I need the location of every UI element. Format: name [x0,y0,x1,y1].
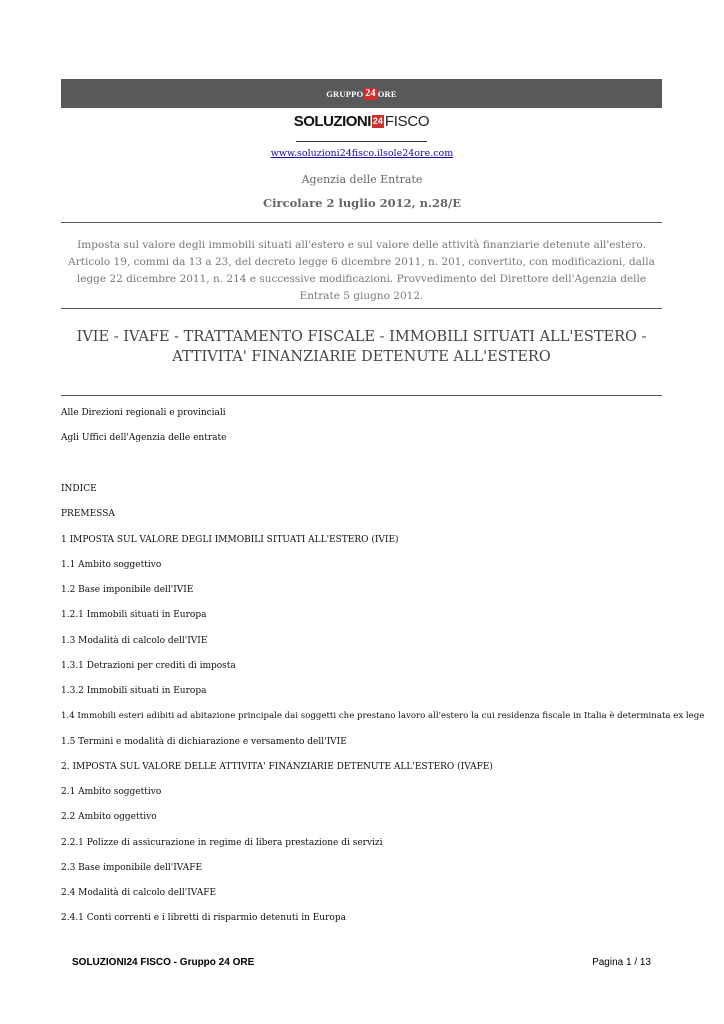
index-item: 1.3.2 Immobili situati in Europa [61,686,207,696]
index-item: 1.3 Modalità di calcolo dell'IVIE [61,636,208,646]
index-item: 1.5 Termini e modalità di dichiarazione e versamento dell'IVIE [61,737,347,747]
index-item: 1.2 Base imponibile dell'IVIE [61,585,194,595]
logo-divider [296,141,427,142]
soluzioni24fisco-logo: SOLUZIONI 24 FISCO [293,112,430,130]
divider [61,222,662,223]
index-item: 2.3 Base imponibile dell'IVAFE [61,863,203,873]
gruppo24ore-logo: GRUPPO 24 ORE [326,87,397,99]
index-item: 2.4 Modalità di calcolo dell'IVAFE [61,888,217,898]
index-item: 1.3.1 Detrazioni per crediti di imposta [61,661,236,671]
circular-reference: Circolare 2 luglio 2012, n.28/E [263,196,461,210]
footer-publisher: SOLUZIONI24 FISCO - Gruppo 24 ORE [72,957,255,968]
index-item: 1 IMPOSTA SUL VALORE DEGLI IMMOBILI SITUATI ALL'ESTERO (IVIE) [61,535,399,545]
document-title: IVIE - IVAFE - TRATTAMENTO FISCALE - IMMOBILI SITUATI ALL'ESTERO - ATTIVITA' FINANZIARIE DETENUTE ALL'ESTERO [76,329,647,365]
index-item: 1.1 Ambito soggettivo [61,560,162,570]
divider [61,308,662,309]
index-item: PREMESSA [61,509,115,519]
index-item: 2.4.1 Conti correnti e i libretti di risparmio detenuti in Europa [61,913,346,923]
group-banner [61,79,662,108]
recipient-line: Alle Direzioni regionali e provinciali [61,408,226,418]
index-item: 1.4 Immobili esteri adibiti ad abitazione principale dai soggetti che prestano lavoro all'estero la cui residenza fiscale in Italia è determinata ex lege [61,711,705,721]
index-heading: INDICE [61,484,97,494]
index-item: 2.2 Ambito oggettivo [61,812,157,822]
website-link[interactable]: www.soluzioni24fisco.ilsole24ore.com [270,148,454,159]
agency-name: Agenzia delle Entrate [301,173,423,186]
index-item: 2.2.1 Polizze di assicurazione in regime di libera prestazione di servizi [61,838,383,848]
index-item: 2.1 Ambito soggettivo [61,787,162,797]
document-abstract: Imposta sul valore degli immobili situati all'estero e sul valore delle attività finanziarie detenute all'estero. Articolo 19, commi da 13 a 23, del decreto legge 6 dicembre 2011, n. 201, convertito, con modificazioni, dalla legge 22 dicembre 2011, n. 214 e successive modificazioni. Provvedimento del Direttore dell'Agenzia delle Entrate 5 giugno 2012. [68,239,655,302]
index-item: 1.2.1 Immobili situati in Europa [61,610,207,620]
recipient-line: Agli Uffici dell'Agenzia delle entrate [61,433,227,443]
page-number: Pagina 1 / 13 [592,957,651,968]
divider [61,395,662,396]
index-item: 2. IMPOSTA SUL VALORE DELLE ATTIVITA' FINANZIARIE DETENUTE ALL'ESTERO (IVAFE) [61,762,493,772]
